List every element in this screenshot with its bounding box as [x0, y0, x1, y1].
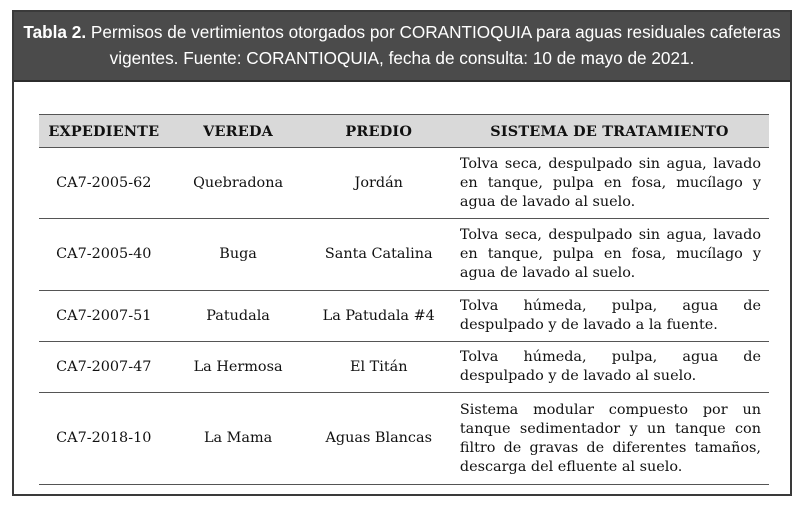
cell-sistema: Tolva seca, despulpado sin agua, lavado en tanque, pulpa en fosa, mucílago y agua de lavado al suelo. — [450, 219, 769, 291]
cell-vereda: Quebradona — [169, 148, 308, 219]
table-row — [39, 342, 769, 393]
cell-vereda: La Hermosa — [169, 342, 308, 393]
cell-expediente: CA7-2018-10 — [39, 393, 169, 485]
cell-sistema: Tolva húmeda, pulpa, agua de despulpado y de lavado a la fuente. — [450, 291, 769, 342]
header-row — [39, 115, 769, 148]
permits-table — [39, 114, 769, 485]
cell-vereda: Buga — [169, 219, 308, 291]
caption-label: Tabla 2. — [23, 22, 87, 42]
cell-predio: Jordán — [308, 148, 450, 219]
caption-text: Permisos de vertimientos otorgados por CORANTIOQUIA para aguas residuales cafeteras vigentes. Fuente: CORANTIOQUIA, fecha de consulta: 10 de mayo de 2021. — [86, 22, 781, 68]
header-expediente: EXPEDIENTE — [39, 115, 169, 148]
table-frame — [12, 10, 792, 496]
cell-sistema: Tolva húmeda, pulpa, agua de despulpado y de lavado al suelo. — [450, 342, 769, 393]
cell-expediente: CA7-2005-40 — [39, 219, 169, 291]
header-vereda: VEREDA — [169, 115, 308, 148]
cell-sistema: Tolva seca, despulpado sin agua, lavado en tanque, pulpa en fosa, mucílago y agua de lavado al suelo. — [450, 148, 769, 219]
cell-expediente: CA7-2007-51 — [39, 291, 169, 342]
cell-expediente: CA7-2005-62 — [39, 148, 169, 219]
cell-sistema: Sistema modular compuesto por un tanque sedimentador y un tanque con filtro de gravas de diferentes tamaños, descarga del efluente al suelo. — [450, 393, 769, 485]
table-row — [39, 148, 769, 219]
cell-vereda: Patudala — [169, 291, 308, 342]
cell-predio: Aguas Blancas — [308, 393, 450, 485]
table-row — [39, 291, 769, 342]
cell-predio: El Titán — [308, 342, 450, 393]
header-predio: PREDIO — [308, 115, 450, 148]
table-row — [39, 219, 769, 291]
table-caption — [14, 12, 790, 82]
header-sistema: SISTEMA DE TRATAMIENTO — [450, 115, 769, 148]
cell-vereda: La Mama — [169, 393, 308, 485]
table-row — [39, 393, 769, 485]
cell-predio: La Patudala #4 — [308, 291, 450, 342]
cell-predio: Santa Catalina — [308, 219, 450, 291]
cell-expediente: CA7-2007-47 — [39, 342, 169, 393]
